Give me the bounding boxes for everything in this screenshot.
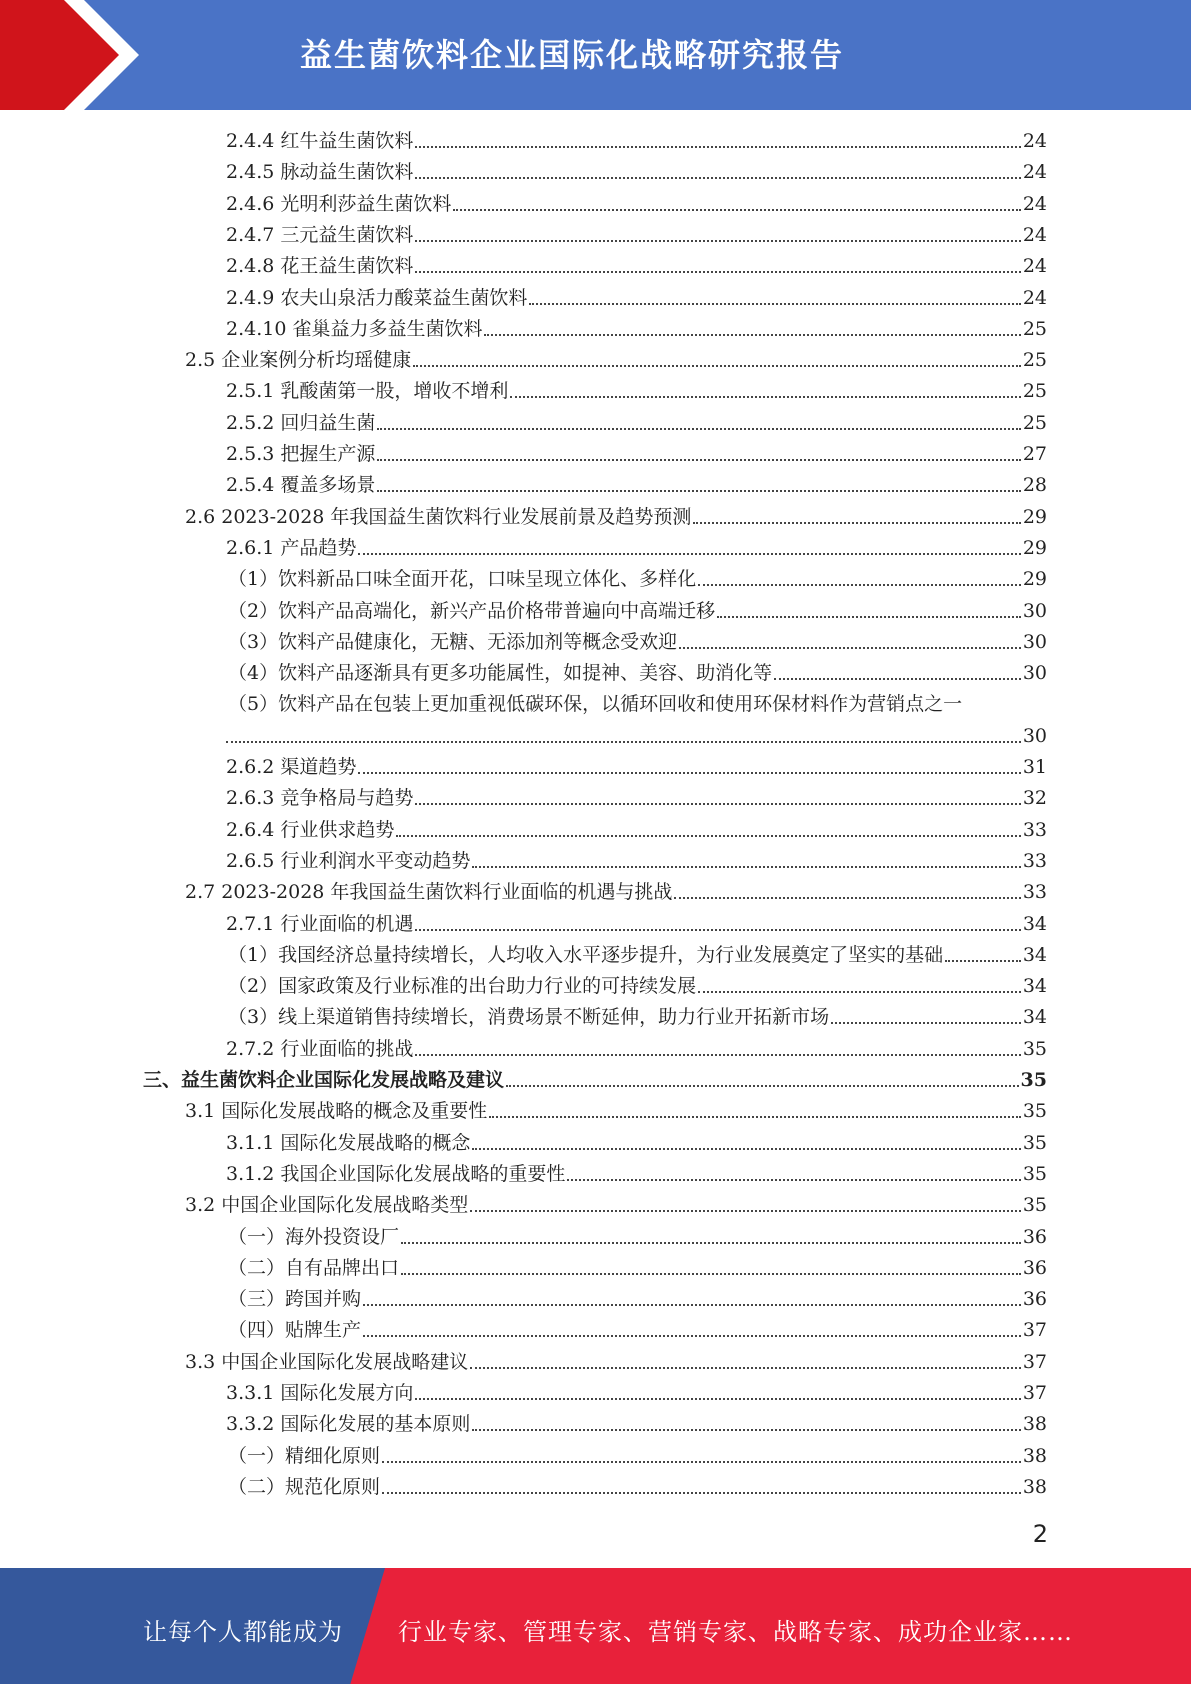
toc-dot-leader: [377, 459, 1020, 461]
toc-dot-leader: [484, 334, 1020, 336]
toc-dot-leader: [717, 616, 1021, 618]
toc-dot-leader: [472, 866, 1020, 868]
toc-dot-leader: [698, 991, 1021, 993]
toc-entry-title: 3.3.2 国际化发展的基本原则: [226, 1413, 471, 1436]
toc-dot-leader: [363, 1335, 1021, 1337]
toc-entry[interactable]: [226, 1410, 1047, 1438]
toc-dot-leader: [415, 240, 1020, 242]
toc-entry-page: 36: [1022, 1288, 1047, 1311]
toc-entry[interactable]: [226, 158, 1047, 186]
toc-entry[interactable]: [228, 972, 1047, 1000]
toc-entry[interactable]: [226, 190, 1047, 218]
toc-entry-page: 25: [1022, 349, 1047, 372]
toc-dot-leader: [377, 490, 1020, 492]
toc-dot-leader: [506, 1085, 1019, 1087]
toc-entry[interactable]: [226, 910, 1047, 938]
toc-dot-leader: [529, 303, 1020, 305]
toc-dot-leader: [472, 1148, 1020, 1150]
toc-entry-title: 2.7 2023-2028 年我国益生菌饮料行业面临的机遇与挑战: [185, 881, 673, 904]
toc-entry-page: 38: [1022, 1413, 1047, 1436]
toc-dot-leader: [358, 553, 1020, 555]
toc-entry-page: 35: [1022, 1100, 1047, 1123]
toc-entry-page: 33: [1022, 881, 1047, 904]
toc-entry-title: （3）线上渠道销售持续增长，消费场景不断延伸，助力行业开拓新市场: [228, 1006, 830, 1029]
toc-dot-leader: [453, 209, 1020, 211]
toc-dot-leader: [510, 396, 1020, 398]
toc-entry[interactable]: [185, 346, 1047, 374]
toc-entry-page: 30: [1022, 662, 1047, 685]
toc-dot-leader: [413, 365, 1021, 367]
toc-entry-title: 3.1.1 国际化发展战略的概念: [226, 1131, 471, 1154]
toc-entry-page: 24: [1022, 161, 1047, 184]
toc-entry-title: 2.7.2 行业面临的挑战: [226, 1037, 414, 1060]
report-title: 益生菌饮料企业国际化战略研究报告: [300, 36, 845, 74]
toc-dot-leader: [945, 960, 1021, 962]
toc-entry[interactable]: [226, 847, 1047, 875]
toc-entry-title: （1）饮料新品口味全面开花，口味呈现立体化、多样化: [228, 568, 697, 591]
toc-entry-title: 2.7.1 行业面临的机遇: [226, 912, 414, 935]
toc-entry-page: 37: [1022, 1319, 1047, 1342]
toc-entry[interactable]: [228, 659, 1047, 687]
toc-dot-leader: [363, 1304, 1021, 1306]
toc-dot-leader: [377, 428, 1020, 430]
toc-entry-page: 29: [1022, 568, 1047, 591]
toc-entry-title: 2.4.8 花王益生菌饮料: [226, 255, 414, 278]
toc-entry-page: 33: [1022, 849, 1047, 872]
toc-entry[interactable]: [185, 878, 1047, 906]
toc-entry-title: （2）饮料产品高端化，新兴产品价格带普遍向中高端迁移: [228, 599, 716, 622]
toc-entry-page: 24: [1022, 192, 1047, 215]
toc-entry-page: 24: [1022, 130, 1047, 152]
toc-entry[interactable]: [226, 221, 1047, 249]
toc-entry[interactable]: [226, 722, 1047, 750]
toc-entry[interactable]: [226, 1035, 1047, 1063]
toc-entry-page: 29: [1022, 536, 1047, 559]
toc-entry-title: 2.4.7 三元益生菌饮料: [226, 223, 414, 246]
toc-entry-title: 3.3 中国企业国际化发展战略建议: [185, 1350, 469, 1373]
toc-entry-title: 2.4.9 农夫山泉活力酸菜益生菌饮料: [226, 286, 528, 309]
toc-dot-leader: [470, 1210, 1021, 1212]
toc-entry[interactable]: [226, 784, 1047, 812]
toc-dot-leader: [774, 678, 1021, 680]
toc-entry-title: （四）贴牌生产: [228, 1319, 362, 1342]
toc-entry-title: 2.5.1 乳酸菌第一股，增收不增利: [226, 380, 509, 403]
toc-entry-title: （一）精细化原则: [228, 1444, 381, 1467]
toc-entry-title: 2.5.2 回归益生菌: [226, 411, 376, 434]
toc-entry-title: 2.6.4 行业供求趋势: [226, 818, 395, 841]
toc-entry[interactable]: [228, 628, 1047, 656]
toc-entry-title: 2.6.5 行业利润水平变动趋势: [226, 849, 471, 872]
toc-entry-page: 30: [1022, 599, 1047, 622]
toc-entry-page: 24: [1022, 223, 1047, 246]
toc-entry-page: 35: [1022, 1194, 1047, 1217]
toc-entry[interactable]: [185, 1097, 1047, 1125]
toc-entry[interactable]: [226, 816, 1047, 844]
toc-entry-page: 36: [1022, 1225, 1047, 1248]
toc-dot-leader: [401, 1242, 1021, 1244]
toc-entry-page: 35: [1020, 1069, 1047, 1091]
footer-slogan-left: 让每个人都能成为: [143, 1618, 343, 1646]
toc-entry-title: （二）自有品牌出口: [228, 1256, 400, 1279]
toc-entry-page: 30: [1022, 724, 1047, 747]
toc-entry-title: （5）饮料产品在包装上更加重视低碳环保，以循环回收和使用环保材料作为营销点之一: [228, 693, 963, 716]
toc-entry-page: 27: [1022, 443, 1047, 465]
toc-dot-leader: [415, 146, 1020, 148]
toc-entry[interactable]: [226, 252, 1047, 280]
toc-entry-page: 25: [1022, 411, 1047, 434]
toc-entry[interactable]: [228, 690, 1047, 718]
toc-dot-leader: [831, 1022, 1021, 1024]
toc-dot-leader: [693, 522, 1020, 524]
toc-entry[interactable]: [228, 1285, 1047, 1313]
toc-entry[interactable]: [228, 1442, 1047, 1470]
toc-dot-leader: [396, 835, 1020, 837]
toc-entry[interactable]: [228, 1003, 1047, 1031]
toc-entry[interactable]: [226, 315, 1047, 343]
toc-entry-title: 2.6.3 竞争格局与趋势: [226, 787, 414, 810]
toc-entry[interactable]: [226, 409, 1047, 437]
page-number: 2: [1032, 1520, 1048, 1548]
toc-entry-page: 24: [1022, 286, 1047, 309]
toc-entry-title: 3.3.1 国际化发展方向: [226, 1382, 414, 1404]
toc-dot-leader: [358, 772, 1020, 774]
toc-entry-title: 3.2 中国企业国际化发展战略类型: [185, 1194, 469, 1217]
toc-entry[interactable]: [228, 597, 1047, 625]
toc-entry-title: （三）跨国并购: [228, 1288, 362, 1311]
toc-entry-title: （1）我国经济总量持续增长，人均收入水平逐步提升，为行业发展奠定了坚实的基础: [228, 943, 944, 966]
toc-entry-title: 三、益生菌饮料企业国际化发展战略及建议: [143, 1069, 505, 1091]
toc-entry-page: 35: [1022, 1131, 1047, 1154]
toc-entry-page: 31: [1022, 756, 1047, 778]
toc-entry-title: 2.4.4 红牛益生菌饮料: [226, 130, 414, 152]
toc-entry-title: 3.1.2 我国企业国际化发展战略的重要性: [226, 1162, 566, 1185]
toc-entry-title: 2.6 2023-2028 年我国益生菌饮料行业发展前景及趋势预测: [185, 505, 692, 528]
toc-entry-title: （3）饮料产品健康化，无糖、无添加剂等概念受欢迎: [228, 630, 678, 653]
toc-dot-leader: [415, 1398, 1020, 1400]
toc-entry-page: 36: [1022, 1256, 1047, 1279]
toc-dot-leader: [415, 803, 1020, 805]
toc-entry-title: 2.4.6 光明利莎益生菌饮料: [226, 192, 452, 215]
toc-dot-leader: [401, 1273, 1021, 1275]
toc-entry[interactable]: [185, 1191, 1047, 1219]
toc-entry-title: 3.1 国际化发展战略的概念及重要性: [185, 1100, 488, 1123]
toc-entry-page: 37: [1022, 1382, 1047, 1404]
toc-entry-title: 2.6.2 渠道趋势: [226, 756, 357, 778]
toc-entry-page: 25: [1022, 380, 1047, 403]
toc-dot-leader: [489, 1116, 1021, 1118]
toc-entry-title: 2.5.3 把握生产源: [226, 443, 376, 465]
toc-entry-page: 34: [1022, 1006, 1047, 1029]
toc-entry[interactable]: [228, 1473, 1047, 1501]
toc-dot-leader: [674, 897, 1020, 899]
toc-entry[interactable]: [226, 1129, 1047, 1157]
toc-dot-leader: [470, 1367, 1021, 1369]
toc-entry[interactable]: [226, 471, 1047, 499]
toc-dot-leader: [415, 1054, 1020, 1056]
toc-dot-leader: [415, 177, 1020, 179]
toc-entry-page: 35: [1022, 1037, 1047, 1060]
toc-entry-page: 37: [1022, 1350, 1047, 1373]
page-footer: [0, 1568, 1191, 1684]
toc-entry-page: 28: [1022, 474, 1047, 497]
toc-dot-leader: [415, 271, 1020, 273]
toc-entry[interactable]: [226, 440, 1047, 468]
toc-entry[interactable]: [226, 127, 1047, 155]
toc-entry-page: 30: [1022, 630, 1047, 653]
toc-entry-title: （一）海外投资设厂: [228, 1225, 400, 1248]
toc-dot-leader: [679, 647, 1021, 649]
toc-entry-page: 25: [1022, 317, 1047, 340]
toc-entry-page: 38: [1022, 1444, 1047, 1467]
header-red-chevron: [0, 0, 125, 110]
toc-entry-title: 2.4.5 脉动益生菌饮料: [226, 161, 414, 184]
toc-entry-page: 29: [1022, 505, 1047, 528]
toc-dot-leader: [382, 1461, 1021, 1463]
toc-entry-title: 2.5.4 覆盖多场景: [226, 474, 376, 497]
toc-entry-page: 35: [1022, 1162, 1047, 1185]
toc-entry[interactable]: [185, 1348, 1047, 1376]
footer-slogan-right: 行业专家、管理专家、营销专家、战略专家、成功企业家……: [398, 1618, 1073, 1646]
toc-dot-leader: [415, 929, 1020, 931]
toc-entry[interactable]: [226, 377, 1047, 405]
toc-entry[interactable]: [228, 1254, 1047, 1282]
toc-entry[interactable]: [226, 534, 1047, 562]
toc-entry[interactable]: [228, 941, 1047, 969]
toc-entry[interactable]: [228, 1223, 1047, 1251]
toc-dot-leader: [698, 584, 1021, 586]
toc-entry[interactable]: [143, 1066, 1047, 1094]
toc-entry-title: （4）饮料产品逐渐具有更多功能属性，如提神、美容、助消化等: [228, 662, 773, 685]
toc-entry[interactable]: [228, 565, 1047, 593]
toc-entry-page: 34: [1022, 912, 1047, 935]
toc-entry[interactable]: [185, 503, 1047, 531]
page-header: [0, 0, 1191, 110]
toc-entry[interactable]: [226, 1160, 1047, 1188]
toc-entry-title: （2）国家政策及行业标准的出台助力行业的可持续发展: [228, 975, 697, 998]
toc-entry[interactable]: [226, 1379, 1047, 1407]
toc-entry-page: 24: [1022, 255, 1047, 278]
toc-entry-page: 34: [1022, 975, 1047, 998]
toc-entry-title: 2.6.1 产品趋势: [226, 536, 357, 559]
toc-dot-leader: [382, 1492, 1021, 1494]
toc-entry-page: 32: [1022, 787, 1047, 810]
toc-entry-title: 2.5 企业案例分析均瑶健康: [185, 349, 412, 372]
toc-entry[interactable]: [226, 753, 1047, 781]
toc-entry[interactable]: [226, 284, 1047, 312]
toc-entry-title: 2.4.10 雀巢益力多益生菌饮料: [226, 317, 483, 340]
toc-dot-leader: [567, 1179, 1020, 1181]
toc-entry-title: （二）规范化原则: [228, 1475, 381, 1498]
toc-dot-leader: [226, 741, 1021, 743]
toc-entry-page: 33: [1022, 818, 1047, 841]
toc-entry-page: 38: [1022, 1475, 1047, 1498]
toc-entry[interactable]: [228, 1316, 1047, 1344]
toc-dot-leader: [472, 1429, 1020, 1431]
toc-entry-page: 34: [1022, 943, 1047, 966]
